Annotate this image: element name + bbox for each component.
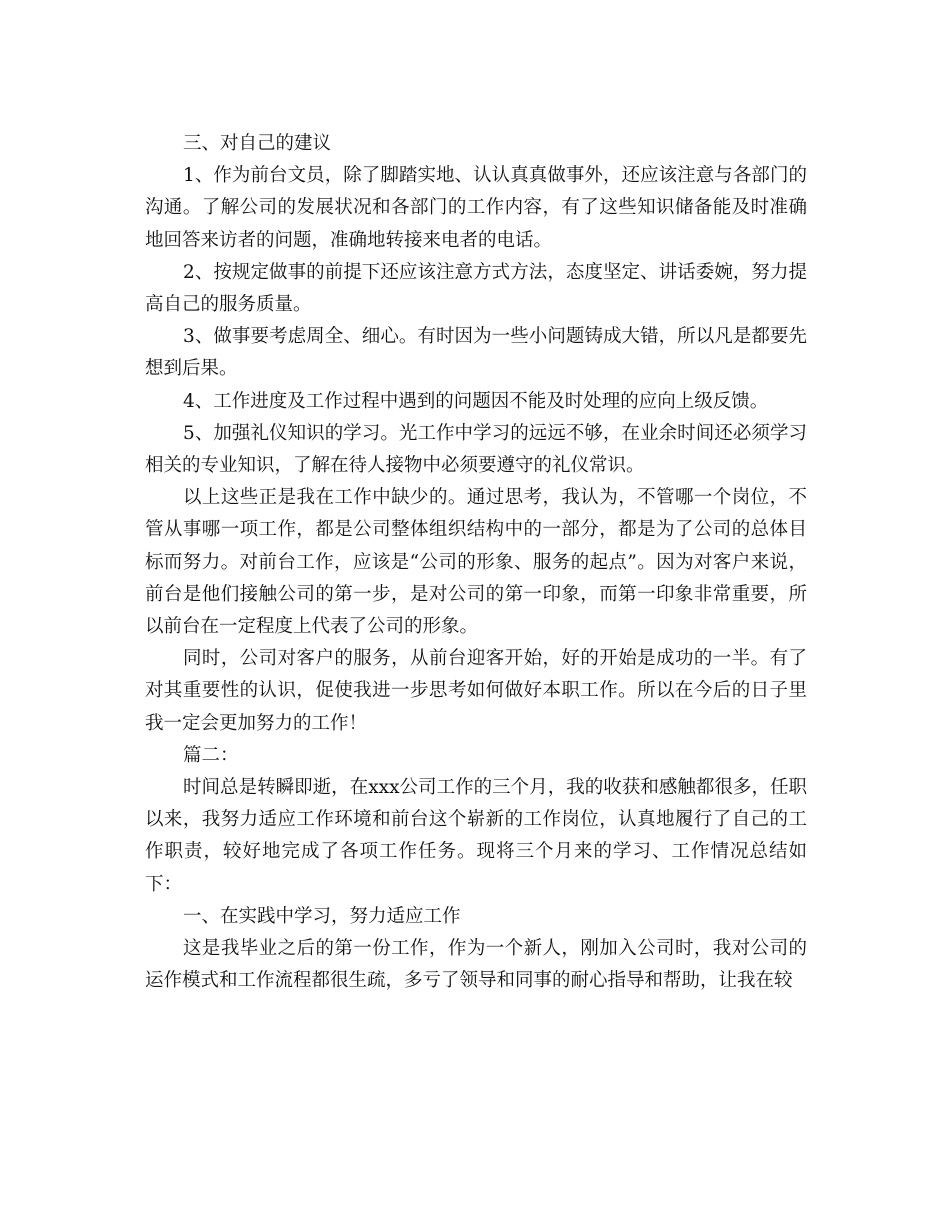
section-heading-part-two: 篇二： (183, 744, 239, 766)
paragraph: 这是我毕业之后的第一份工作，作为一个新人，刚加入公司时，我对公司的运作模式和工作流程都很生疏，多亏了领导和同事的耐心指导和帮助，让我在较 (145, 938, 807, 992)
section-heading-learning: 一、在实践中学习，努力适应工作 (183, 905, 461, 927)
paragraph: 3、做事要考虑周全、细心。有时因为一些小问题铸成大错，所以凡是都要先想到后果。 (145, 326, 807, 380)
paragraph: 4、工作进度及工作过程中遇到的问题因不能及时处理的应向上级反馈。 (183, 390, 769, 412)
paragraph: 以上这些正是我在工作中缺少的。通过思考，我认为，不管哪一个岗位，不管从事哪一项工作，都是公司整体组织结构中的一部分，都是为了公司的总体目标而努力。对前台工作，应该是“公司的形象、服务的起点”。因为对客户来说，前台是他们接触公司的第一步，是对公司的第一印象，而第一印象非常重要，所以前台在一定程度上代表了公司的形象。 (145, 487, 807, 638)
section-heading-suggestions: 三、对自己的建议 (183, 133, 332, 154)
paragraph: 时间总是转瞬即逝，在xxx公司工作的三个月，我的收获和感触都很多，任职以来，我努力适应工作环境和前台这个崭新的工作岗位，认真地履行了自己的工作职责，较好地完成了各项工作任务。现将三个月来的学习、工作情况总结如下： (145, 777, 807, 895)
paragraph: 1、作为前台文员，除了脚踏实地、认认真真做事外，还应该注意与各部门的沟通。了解公司的发展状况和各部门的工作内容，有了这些知识储备能及时准确地回答来访者的问题，准确地转接来电者的电话。 (145, 165, 807, 251)
document-body (145, 128, 807, 997)
paragraph: 同时，公司对客户的服务，从前台迎客开始，好的开始是成功的一半。有了对其重要性的认识，促使我进一步思考如何做好本职工作。所以在今后的日子里我一定会更加努力的工作！ (145, 648, 807, 734)
paragraph: 5、加强礼仪知识的学习。光工作中学习的远远不够，在业余时间还必须学习相关的专业知识，了解在待人接物中必须要遵守的礼仪常识。 (145, 422, 807, 477)
paragraph: 2、按规定做事的前提下还应该注意方式方法，态度坚定、讲话委婉，努力提高自己的服务质量。 (145, 261, 807, 316)
